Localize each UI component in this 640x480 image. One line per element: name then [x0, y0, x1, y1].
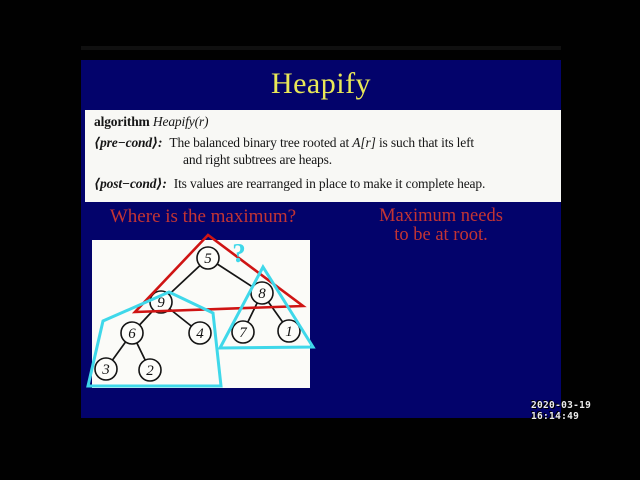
precond-text: The balanced binary tree rooted at — [169, 135, 353, 150]
postcond-text: Its values are rearranged in place to make it complete heap. — [173, 176, 486, 191]
tree-node-label: 9 — [157, 295, 165, 311]
algorithm-keyword: algorithm — [94, 114, 150, 129]
tree-node-label: 6 — [128, 326, 136, 342]
note-right-line1: Maximum needs — [379, 206, 503, 226]
precond-label: ⟨pre−cond⟩: — [94, 135, 163, 150]
question-mark-overlay: ? — [232, 238, 246, 268]
tree-diagram — [81, 60, 561, 418]
tree-node-label: 1 — [285, 324, 293, 340]
precond-math-term: A[r] — [352, 135, 376, 150]
tree-node-label: 8 — [258, 286, 266, 302]
precond-text-continued: and right subtrees are heaps. — [183, 152, 332, 167]
tree-node-label: 3 — [102, 362, 110, 378]
algorithm-signature: Heapify(r) — [152, 114, 209, 129]
tree-node-label: 2 — [146, 363, 154, 379]
tree-node-label: 4 — [196, 326, 204, 342]
note-right-line2: to be at root. — [394, 225, 488, 245]
tree-node-label: 7 — [239, 325, 247, 341]
slide-title: Heapify — [270, 67, 372, 100]
slide — [81, 60, 561, 418]
postcond-label: ⟨post−cond⟩: — [94, 176, 167, 191]
question-left-text: Where is the maximum? — [109, 206, 297, 227]
precond-text-tail: is such that its left — [375, 135, 475, 150]
timestamp-overlay: 2020-03-19 16:14:49 — [531, 400, 592, 422]
tree-node-label: 5 — [204, 251, 212, 267]
slide-ghost-artifact — [81, 46, 561, 50]
